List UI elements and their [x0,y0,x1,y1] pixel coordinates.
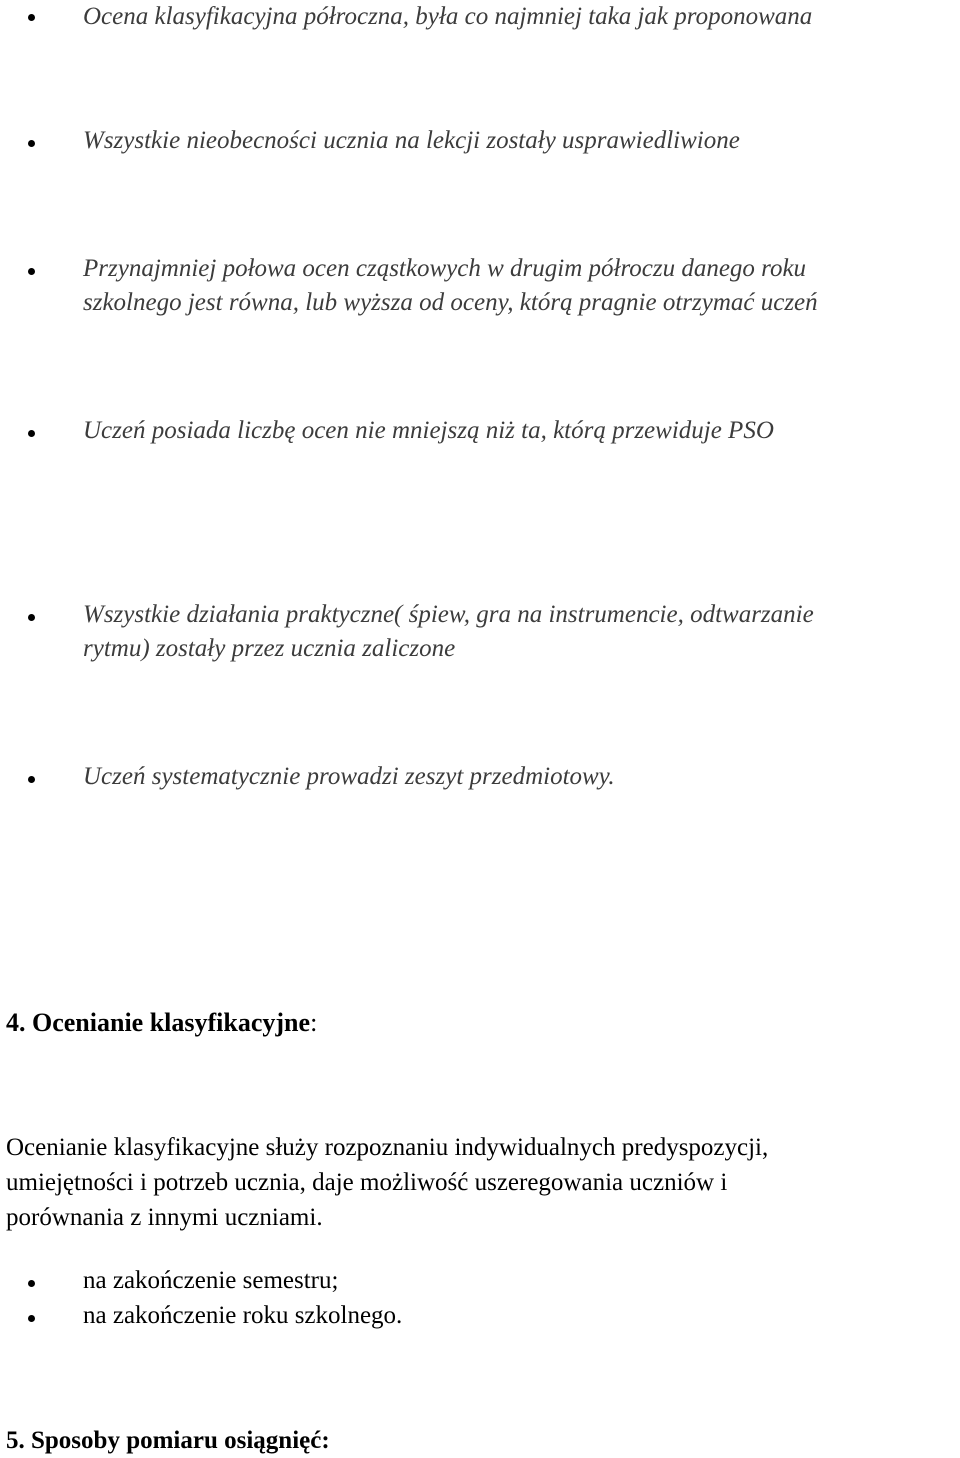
bullet-icon [28,614,35,621]
bullet-icon [28,1280,35,1287]
paragraph-line: umiejętności i potrzeb ucznia, daje możliwość uszeregowania uczniów i [6,1169,728,1196]
section-4-heading-suffix: : [310,1008,318,1037]
list-item-line: Przynajmniej połowa ocen cząstkowych w drugim półroczu danego roku [83,255,807,282]
list-item-line: Uczeń posiada liczbę ocen nie mniejszą niż ta, którą przewiduje PSO [83,417,774,444]
bullet-icon [28,1315,35,1322]
list-item-line: Ocena klasyfikacyjna półroczna, była co najmniej taka jak proponowana [83,3,813,30]
list-item-text [83,124,954,158]
list-item-text: na zakończenie roku szkolnego. [83,1302,403,1329]
list-item-text [83,760,954,794]
paragraph-line: Ocenianie klasyfikacyjne służy rozpoznaniu indywidualnych predyspozycji, [6,1134,769,1161]
bullet-icon [28,430,35,437]
section-5-heading: 5. Sposoby pomiaru osiągnięć: [6,1427,330,1454]
list-item-text [83,0,954,34]
section-4-heading [6,1006,317,1040]
list-item-line: Wszystkie działania praktyczne( śpiew, gra na instrumencie, odtwarzanie [83,601,814,628]
list-item-line: rytmu) zostały przez ucznia zaliczone [83,635,456,662]
list-item-text [83,252,954,320]
bullet-icon [28,776,35,783]
list-item-line: szkolnego jest równa, lub wyższa od oceny, którą pragnie otrzymać uczeń [83,289,818,316]
list-item-text [83,414,954,448]
list-item-text [83,598,954,666]
list-item-line: Uczeń systematycznie prowadzi zeszyt przedmiotowy. [83,763,615,790]
list-item-text: na zakończenie semestru; [83,1267,339,1294]
bullet-icon [28,268,35,275]
section-4-paragraph [6,1130,954,1235]
section-4-heading-bold: 4. Ocenianie klasyfikacyjne [6,1008,311,1037]
bullet-icon [28,14,35,21]
paragraph-line: porównania z innymi uczniami. [6,1204,323,1231]
bullet-icon [28,140,35,147]
list-item-line: Wszystkie nieobecności ucznia na lekcji zostały usprawiedliwione [83,127,740,154]
